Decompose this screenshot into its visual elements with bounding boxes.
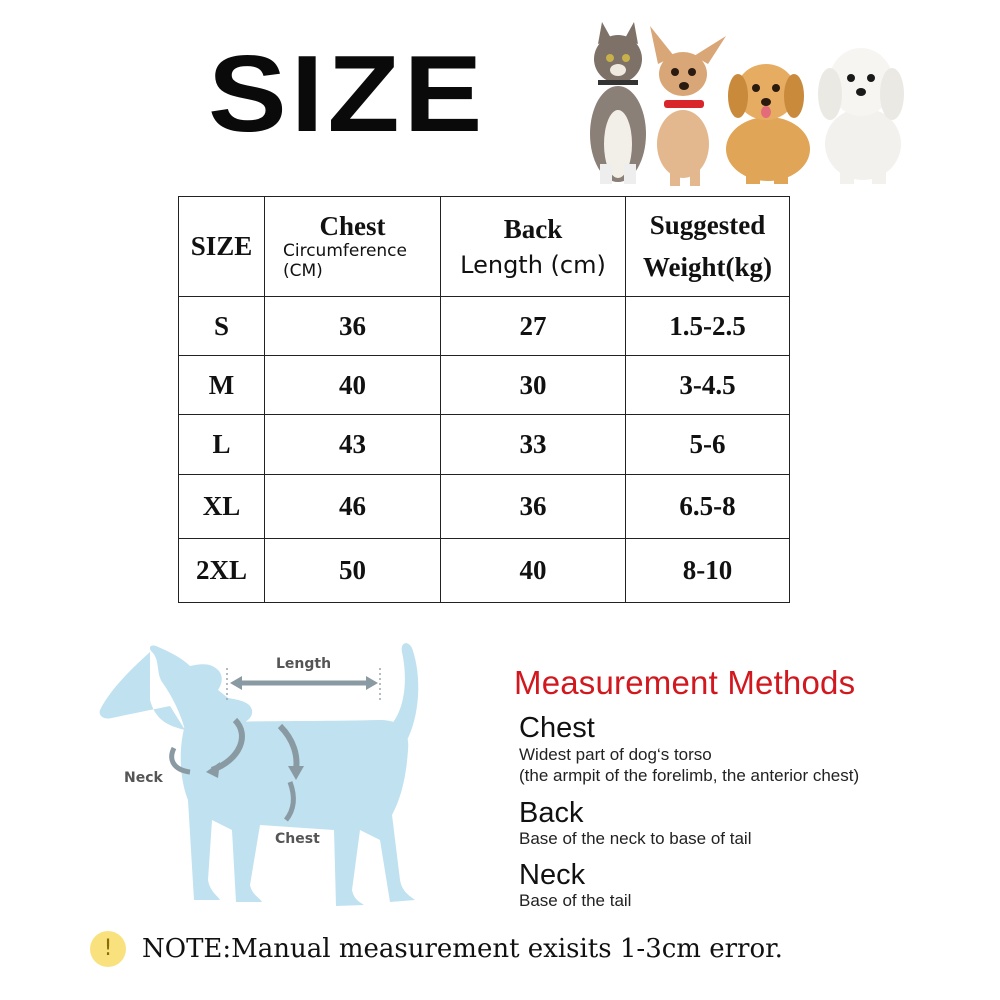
cell-back: 27 <box>441 297 626 356</box>
cell-size: L <box>179 415 265 475</box>
chihuahua-image <box>650 26 726 186</box>
cell-weight: 8-10 <box>626 539 790 603</box>
cell-size: 2XL <box>179 539 265 603</box>
header-chest-sub-1: Circumference <box>283 241 407 262</box>
back-heading: Back <box>519 797 584 829</box>
cell-back: 40 <box>441 539 626 603</box>
neck-desc: Base of the tail <box>519 891 632 910</box>
cell-chest: 46 <box>265 475 441 539</box>
header-weight <box>626 197 790 297</box>
cell-chest: 50 <box>265 539 441 603</box>
header-weight-2: Weight(kg) <box>642 251 772 282</box>
header-back-sub: Length (cm) <box>460 251 606 279</box>
cell-back: 33 <box>441 415 626 475</box>
header-back-main: Back <box>503 214 563 244</box>
cell-weight: 5-6 <box>626 415 790 475</box>
header-chest-main: Chest <box>319 211 386 242</box>
table-row <box>179 475 790 539</box>
table-row <box>179 539 790 603</box>
cell-chest: 43 <box>265 415 441 475</box>
cell-weight: 6.5-8 <box>626 475 790 539</box>
table-row <box>179 356 790 415</box>
note-text: NOTE:Manual measurement exisits 1-3cm error. <box>142 934 783 964</box>
header-chest <box>265 197 441 297</box>
table-row <box>179 297 790 356</box>
cell-chest: 40 <box>265 356 441 415</box>
cell-back: 36 <box>441 475 626 539</box>
page-title: SIZE <box>208 33 487 156</box>
header-chest-sub-2: (CM) <box>283 261 323 281</box>
cell-chest: 36 <box>265 297 441 356</box>
table-header-row <box>179 197 790 297</box>
cell-size: S <box>179 297 265 356</box>
warning-icon: ! <box>90 931 126 967</box>
chest-heading: Chest <box>519 712 595 744</box>
cell-weight: 3-4.5 <box>626 356 790 415</box>
pets-photo <box>578 14 918 189</box>
header-back <box>441 197 626 297</box>
cell-size: M <box>179 356 265 415</box>
cell-weight: 1.5-2.5 <box>626 297 790 356</box>
golden-puppy-image <box>726 64 810 184</box>
cat-image <box>590 22 646 184</box>
size-table <box>178 196 790 603</box>
back-desc: Base of the neck to base of tail <box>519 829 752 848</box>
chest-label: Chest <box>275 831 320 847</box>
header-size: SIZE <box>179 197 265 297</box>
length-label: Length <box>276 656 332 672</box>
table-row <box>179 415 790 475</box>
chest-desc-2: (the armpit of the forelimb, the anterior chest) <box>519 766 860 785</box>
neck-label: Neck <box>124 770 163 786</box>
cell-size: XL <box>179 475 265 539</box>
neck-heading: Neck <box>519 859 586 891</box>
header-weight-1: Suggested <box>649 209 766 240</box>
chest-desc-1: Widest part of dog‘s torso <box>519 745 712 764</box>
dog-measurement-diagram <box>90 630 470 930</box>
white-dog-image <box>818 48 904 184</box>
measurement-methods-title: Measurement Methods <box>514 664 856 701</box>
cell-back: 30 <box>441 356 626 415</box>
